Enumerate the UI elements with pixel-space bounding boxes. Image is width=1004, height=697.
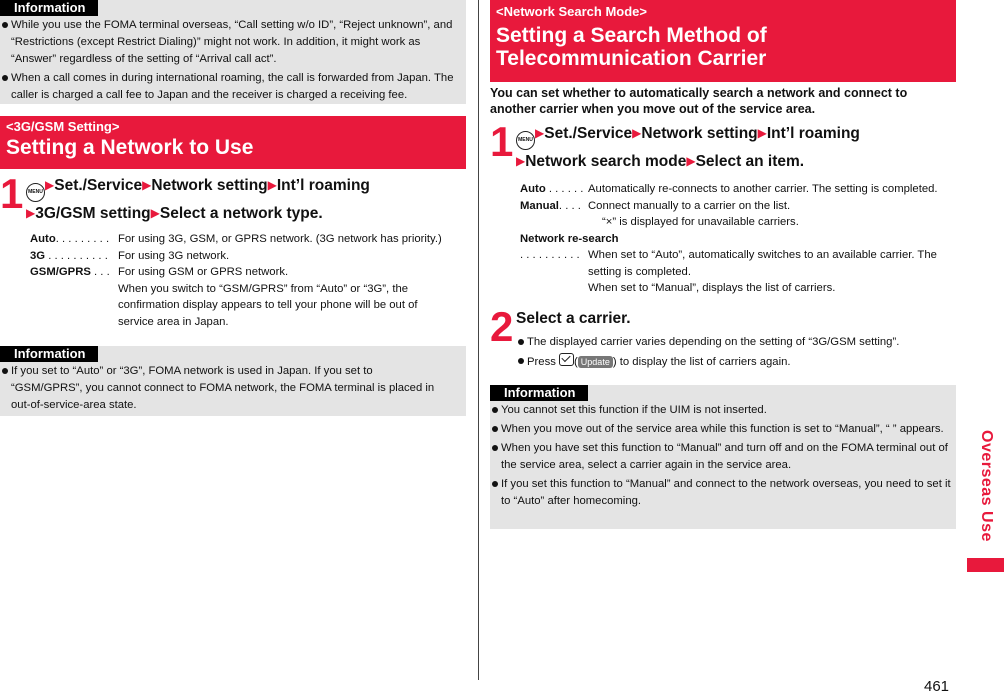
arrow-icon: ▶: [26, 206, 36, 220]
info-bullet: You cannot set this function if the UIM is not inserted.: [490, 402, 952, 419]
option-desc: When you switch to “GSM/GPRS” from “Auto” or “3G”, the confirmation display appears to tell your phone will be out of service area in Japan.: [118, 282, 418, 328]
section-title: Setting a Network to Use: [6, 136, 254, 159]
step-number: 1: [490, 118, 514, 165]
info-bullet: When you move out of the service area while this function is set to “Manual”, “ ” appears.: [490, 421, 952, 438]
mail-key-icon: [559, 353, 574, 366]
option-row: [30, 281, 466, 331]
option-desc: For using 3G, GSM, or GPRS network. (3G network has priority.): [118, 233, 442, 245]
option-desc: Automatically re-connects to another carrier. The setting is completed.: [588, 183, 938, 195]
step-instruction: [26, 174, 466, 225]
update-softkey: Update: [578, 356, 613, 368]
option-row: [520, 280, 956, 297]
info-bullets: [0, 17, 462, 106]
menu-path-item: Int’l roaming: [276, 177, 370, 194]
step-bullet: The displayed carrier varies depending on the setting of “3G/GSM setting”.: [516, 334, 956, 351]
info-bullet: When a call comes in during international roaming, the call is forwarded from Japan. The caller is charged a call fee to Japan and the receiver is charged a receiving fee.: [0, 70, 462, 104]
step-instruction: Select a carrier.: [516, 309, 631, 327]
step-1: [0, 170, 466, 225]
option-row: [520, 181, 956, 198]
menu-path-item: Network setting: [151, 177, 268, 194]
step-1: [490, 118, 956, 173]
info-bullet: If you set to “Auto” or “3G”, FOMA network is used in Japan. If you set to “GSM/GPRS”, you cannot connect to FOMA network, the FOMA terminal is placed in out-of-service-area state.: [0, 363, 440, 414]
step-bullets: [516, 334, 956, 371]
info-bullets: [0, 363, 440, 416]
dot-leader: . . .: [90, 266, 110, 278]
option-term: Auto: [30, 233, 56, 245]
step-number: 1: [0, 170, 24, 217]
menu-key-icon: MENU: [26, 183, 45, 202]
option-row: [520, 247, 956, 280]
option-desc: Connect manually to a carrier on the list.: [588, 199, 791, 212]
dot-leader: . . . . . . . . .: [55, 233, 110, 245]
arrow-icon: ▶: [757, 126, 767, 140]
dot-leader: . . . . . .: [545, 183, 584, 195]
arrow-icon: ▶: [142, 178, 152, 192]
option-desc: When set to “Manual”, displays the list of carriers.: [588, 282, 836, 294]
info-box-overseas: [0, 0, 466, 104]
info-bullet: If you set this function to “Manual” and connect to the network overseas, you need to set it to “Auto” after homecoming.: [490, 476, 952, 510]
menu-path-item: Network setting: [641, 125, 758, 142]
menu-path-item: 3G/GSM setting: [35, 205, 151, 222]
bullet-text: to display the list of carriers again.: [619, 355, 791, 368]
info-bullet: When you have set this function to “Manual” and turn off and on the FOMA terminal out of the service area, select a carrier again in the service area.: [490, 440, 952, 474]
bullet-text: Press: [527, 355, 556, 368]
info-tag: Information: [0, 346, 98, 362]
arrow-icon: ▶: [267, 178, 277, 192]
step-bullet: Press ( Update ) to display the list of carriers again.: [516, 353, 956, 371]
info-bullets: [490, 402, 952, 512]
option-row: [520, 198, 956, 215]
info-bullet: While you use the FOMA terminal overseas, “Call setting w/o ID”, “Reject unknown”, and “Restrictions (except Restrict Dialing)” might not work. In addition, it might work as “Answer” regardless of the setting of “Arrival call act”.: [0, 17, 462, 68]
arrow-icon: ▶: [686, 154, 696, 168]
option-row: [30, 264, 466, 281]
intro-text: You can set whether to automatically search a network and connect to another carrier when you move out of the service area.: [490, 86, 908, 116]
section-header-search: [490, 0, 956, 82]
option-term: 3G: [30, 249, 46, 262]
option-term: Auto: [520, 183, 546, 195]
menu-path-item: Set./Service: [54, 177, 143, 194]
section-header-network: [0, 116, 466, 169]
arrow-icon: ▶: [535, 126, 545, 140]
arrow-icon: ▶: [632, 126, 642, 140]
dot-leader: . . . . . . . . . .: [45, 249, 108, 262]
option-list: [30, 231, 466, 330]
step-instruction: [516, 122, 956, 173]
page-number: 461: [924, 678, 950, 695]
option-term: Manual: [520, 199, 559, 212]
dot-leader: . . . .: [558, 199, 581, 212]
arrow-icon: ▶: [516, 154, 526, 168]
option-desc: For using GSM or GPRS network.: [118, 266, 289, 278]
option-term: GSM/GPRS: [30, 266, 91, 278]
info-box-network: [0, 346, 466, 416]
option-desc: “×” is displayed for unavailable carriers.: [602, 216, 799, 228]
menu-path-item: Network search mode: [525, 153, 687, 170]
option-row: [520, 231, 956, 248]
section-title: Setting a Search Method of Telecommunication Carrier: [496, 24, 767, 70]
left-column: [0, 0, 466, 416]
info-tag: Information: [490, 385, 588, 401]
section-subtitle: <3G/GSM Setting>: [6, 119, 120, 134]
option-row: [30, 248, 466, 265]
option-desc: When set to “Auto”, automatically switches to an available carrier. The setting is completed.: [588, 249, 937, 278]
menu-path-item: Select an item.: [695, 153, 805, 170]
option-term: Network re-search: [520, 232, 619, 245]
right-column: [490, 0, 956, 529]
step-number: 2: [490, 302, 514, 350]
arrow-icon: ▶: [45, 178, 55, 192]
column-divider: [478, 0, 479, 680]
dot-leader: . . . . . . . . . .: [520, 249, 580, 261]
step-2: [490, 302, 956, 371]
menu-path-item: Int’l roaming: [766, 125, 860, 142]
option-row: [30, 231, 466, 248]
menu-path-item: Select a network type.: [159, 205, 323, 222]
option-row: [520, 214, 956, 231]
section-subtitle: <Network Search Mode>: [496, 4, 647, 19]
side-tab-marker: [967, 558, 1004, 572]
option-list: [520, 181, 956, 297]
menu-key-icon: MENU: [516, 131, 535, 150]
menu-path-item: Set./Service: [544, 125, 633, 142]
side-tab-label: Overseas Use: [978, 430, 995, 542]
info-tag: Information: [0, 0, 98, 16]
info-box-search: [490, 385, 956, 529]
option-desc: For using 3G network.: [118, 249, 230, 262]
arrow-icon: ▶: [150, 206, 160, 220]
